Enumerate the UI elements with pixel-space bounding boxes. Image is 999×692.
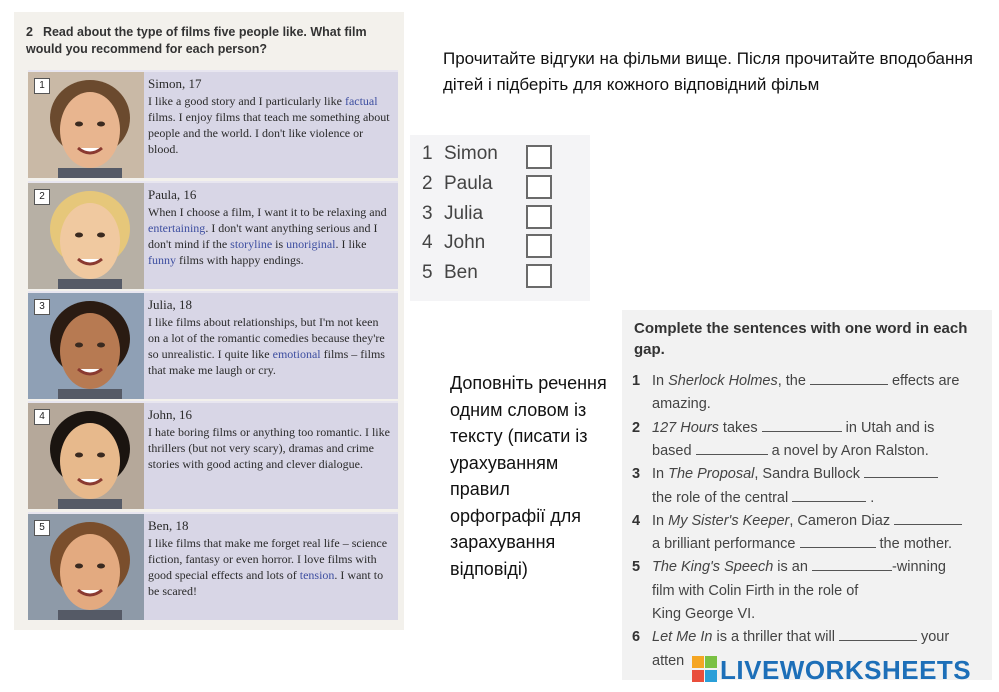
sentence-text: a novel by Aron Ralston. [767,442,929,459]
sentence-number: 4 [632,512,641,529]
description-text: is [272,237,287,251]
sentence-text: The King's Speech [652,559,774,576]
matching-list [410,135,590,301]
person-text [148,76,393,157]
answer-gap[interactable] [894,511,962,525]
logo-text: LIVEWORKSHEETS [720,655,972,685]
sentence-text: -winning [891,559,946,576]
description-text: When I choose a film, I want it to be relaxing and [148,205,387,219]
person-description [148,94,390,156]
person-text [148,518,393,599]
answer-gap[interactable] [839,627,917,641]
sentence-number: 5 [632,559,641,576]
person-number: 5 [34,520,50,536]
match-number: 2 [422,173,433,194]
description-text: . I like [335,237,367,251]
exercise-line [632,533,992,556]
person-text [148,187,393,268]
sentence-text: film with Colin Firth in the role of [652,582,859,599]
answer-box[interactable] [526,145,552,169]
person-name: John, 16 [148,407,193,422]
exercise-line [632,463,992,486]
sentence-number: 2 [632,419,641,436]
match-number: 1 [422,143,433,164]
exercise-line [632,370,992,393]
exercise-line [632,603,992,626]
liveworksheets-logo [692,654,992,686]
sentence-text: is an [773,559,812,576]
person-description [148,315,385,377]
match-number: 4 [422,232,433,253]
exercise-number: 2 [26,25,33,39]
person-number: 3 [34,299,50,315]
sentence-text: My Sister's Keeper [668,512,790,529]
exercise-line [632,626,992,649]
sentence-text: in Utah and is [841,419,935,436]
sentence-text: the role of the central [652,489,793,506]
answer-gap[interactable] [792,488,866,502]
person-number: 2 [34,189,50,205]
sentence-text: King George VI. [652,606,756,622]
match-name: Paula [444,173,493,194]
exercise-line [632,393,992,416]
sentence-text: . [866,489,875,506]
person-description [148,205,387,267]
description-text: films with happy endings. [176,253,304,267]
people-cards [28,70,398,622]
person-card [28,70,398,178]
match-row [422,173,582,199]
answer-gap[interactable] [800,534,876,548]
vocab-highlight: funny [148,253,176,267]
person-card [28,181,398,289]
sentence-text: your [916,629,950,646]
sentence-text: The Proposal [668,466,755,483]
person-number: 4 [34,409,50,425]
match-row [422,203,582,229]
answer-gap[interactable] [696,441,768,455]
description-text: films – films that make me laugh or cry. [148,347,385,377]
person-name: Julia, 18 [148,297,193,312]
sentence-number: 3 [632,466,641,483]
person-text [148,407,393,472]
person-description [148,425,390,471]
logo-cubes-icon [692,656,718,684]
description-text: films. I enjoy films that teach me something about people and the world. I don't like violence or blood. [148,110,390,156]
person-number: 1 [34,78,50,94]
sentence-text: is a thriller that will [712,629,839,646]
person-card [28,291,398,399]
sentence-text: Sherlock Holmes [668,373,778,389]
exercise-line [632,556,992,579]
exercise-line [632,580,992,603]
vocab-highlight: storyline [230,237,273,251]
sentence-text: , Cameron Diaz [789,512,895,529]
answer-box[interactable] [526,264,552,288]
answer-gap[interactable] [812,557,892,571]
sentence-text: based [652,442,696,459]
answer-box[interactable] [526,175,552,199]
sentence-text: a brilliant performance [652,536,800,553]
sentence-text: In [652,512,669,529]
answer-gap[interactable] [864,464,938,478]
match-name: John [444,232,486,253]
match-name: Julia [444,203,484,224]
vocab-highlight: entertaining [148,221,206,235]
sentence-text: Let Me In [652,629,713,646]
person-card [28,512,398,620]
match-row [422,143,582,169]
person-text [148,297,393,378]
vocab-highlight: tension [299,568,335,582]
vocab-highlight: emotional [272,347,321,361]
sentence-text: In [652,373,669,389]
exercise-line [632,417,992,440]
exercise-heading-text: Read about the type of films five people like. What film would you recommend for each person? [26,25,367,56]
person-name: Paula, 16 [148,187,197,202]
answer-gap[interactable] [810,371,888,385]
sentence-text: , the [777,373,810,389]
vocab-highlight: unoriginal [286,237,336,251]
person-card [28,401,398,509]
sentence-text: the mother. [875,536,953,553]
description-text: I like a good story and I particularly like [148,94,345,108]
sentence-text: takes [718,419,762,436]
book-heading [26,24,398,58]
description-text: I like films about relationships, but I'm not keen on a lot of the romantic comedies because they're so unrealistic. I quite like [148,315,385,361]
exercise-line [632,510,992,533]
answer-box[interactable] [526,234,552,258]
match-name: Simon [444,143,498,164]
description-text: I hate boring films or anything too romantic. I like thrillers (but not very scary), dramas and crime stories with good acting and clever dialogue. [148,425,390,471]
description-text: . I want to be scared! [148,568,384,598]
vocab-highlight: factual [344,94,378,108]
sentence-number: 6 [632,629,641,646]
answer-gap[interactable] [762,418,842,432]
sentence-text: amazing. [652,396,711,413]
sentence-exercise [622,310,992,680]
sentence-text: 127 Hours [652,419,719,436]
instruction-matching: Прочитайте відгуки на фільми вище. Після прочитайте вподобання дітей і підберіть для кожного відповідний фільм [443,49,973,94]
match-name: Ben [444,262,478,283]
textbook-scan [14,12,404,630]
person-description [148,536,387,598]
exercise-line [632,440,992,463]
match-row [422,232,582,258]
sentence-text: , Sandra Bullock [754,466,864,483]
description-text: . I don't want anything serious and I don't mind if the [148,221,378,251]
instruction-fill: Доповніть речення одним словом із тексту (писати із урахуванням правил орфографії для зарахування відповіді) [450,373,607,579]
sentence-text: In [652,466,669,483]
exercise-title: Complete the sentences with one word in each gap. [634,320,968,358]
sentence-number: 1 [632,373,641,389]
sentence-text: effects are [887,373,960,389]
match-number: 3 [422,203,433,224]
person-name: Ben, 18 [148,518,189,533]
person-name: Simon, 17 [148,76,202,91]
description-text: I like films that make me forget real life – science fiction, fantasy or even horror. I love films with good special effects and lots of [148,536,388,582]
sentence-text: atten [652,652,685,669]
match-row [422,262,582,288]
answer-box[interactable] [526,205,552,229]
exercise-line [632,487,992,510]
match-number: 5 [422,262,433,283]
